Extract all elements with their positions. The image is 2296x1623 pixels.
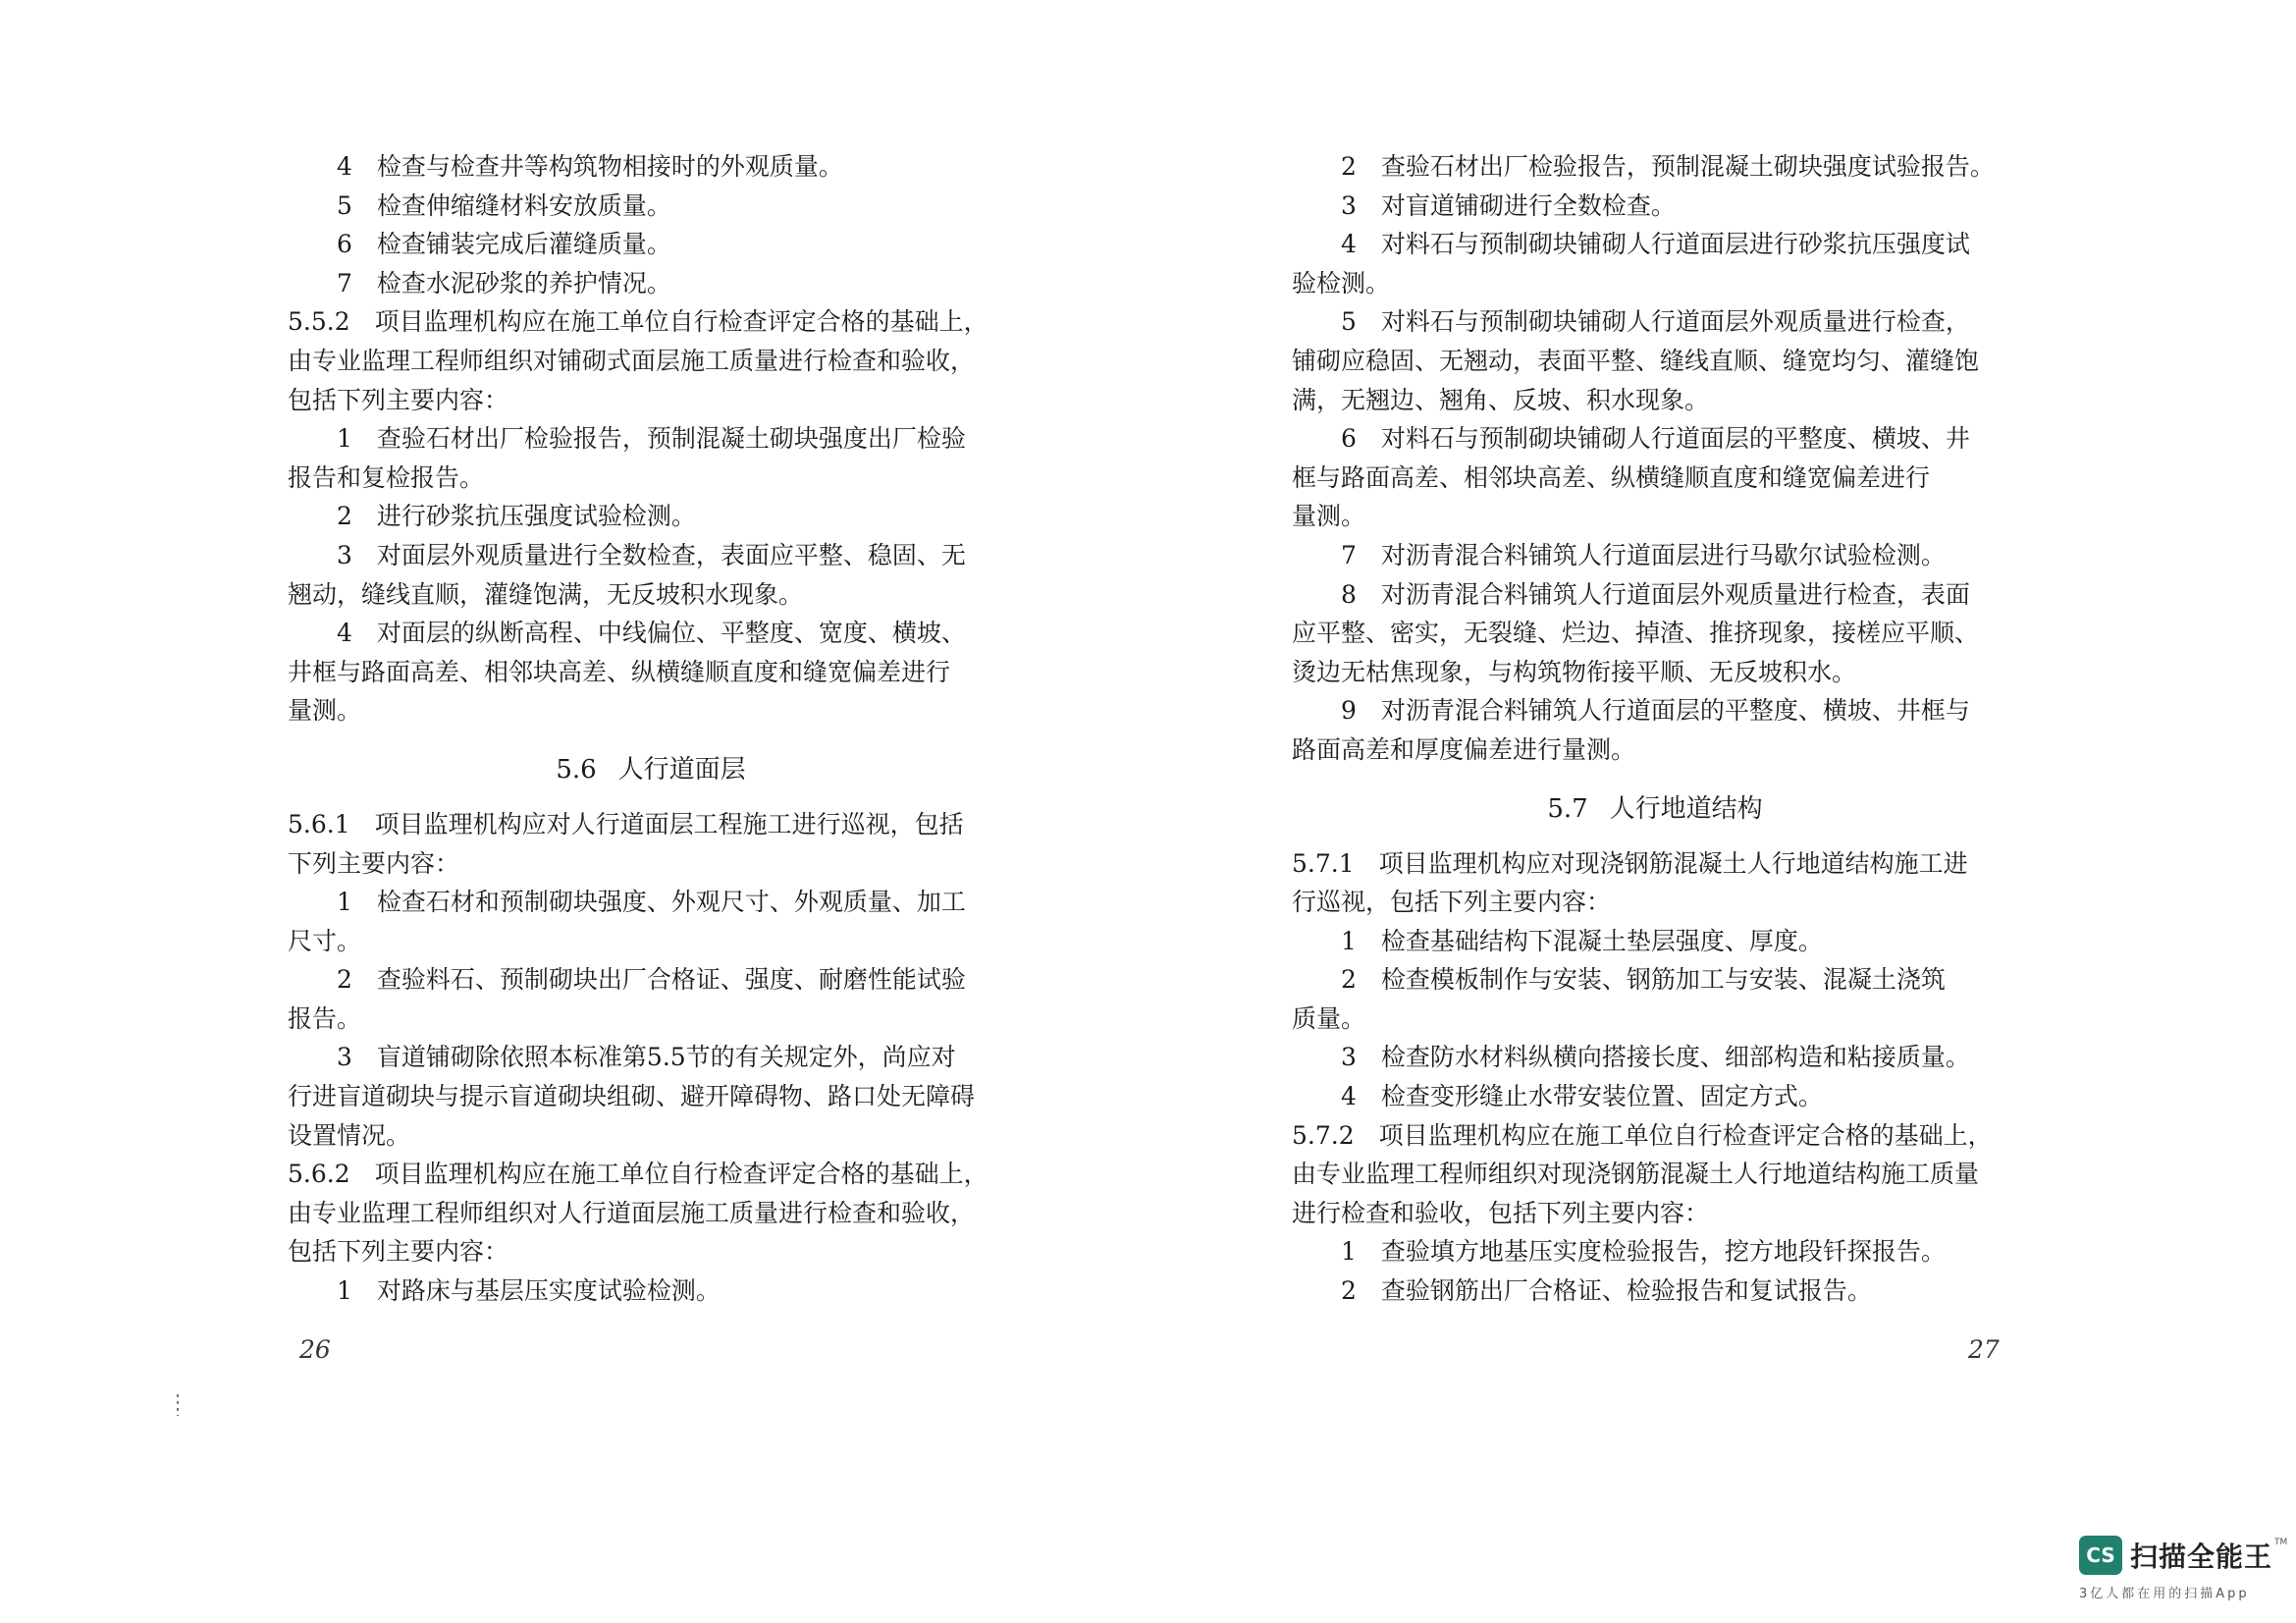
text-line: 4 对料石与预制砌块铺砌人行道面层进行砂浆抗压强度试: [1341, 230, 1970, 259]
page-number-right: 27: [1968, 1335, 2000, 1364]
text-line: 5.7.2 项目监理机构应在施工单位自行检查评定合格的基础上，: [1292, 1120, 1993, 1150]
text-line: 验检测。: [1292, 268, 1391, 298]
left-block-e-cont: [288, 922, 1014, 961]
left-block-g: [288, 1038, 1014, 1077]
text-line: 2 检查模板制作与安装、钢筋加工与安装、混凝土浇筑: [1341, 965, 1946, 995]
clause-5-6-2: [288, 1155, 1014, 1271]
right-block-g: [1292, 1038, 2018, 1115]
text-line: 4 对面层的纵断高程、中线偏位、平整度、宽度、横坡、: [337, 619, 966, 648]
left-block-d-cont: [288, 653, 1014, 730]
left-block-g-cont: [288, 1077, 1014, 1155]
text-line: 2 查验料石、预制砌块出厂合格证、强度、耐磨性能试验: [337, 965, 966, 995]
text-line: 进行检查和验收，包括下列主要内容：: [1292, 1198, 1710, 1227]
scanner-watermark: [2079, 1534, 2290, 1612]
section-heading-5-6: [288, 744, 1014, 795]
text-line: 报告和复检报告。: [288, 462, 485, 492]
right-block-a-cont: [1292, 264, 2018, 303]
right-block-f: [1292, 922, 2018, 1000]
text-line: 7 检查水泥砂浆的养护情况。: [337, 268, 671, 298]
left-block-e: [288, 883, 1014, 922]
right-block-d: [1292, 536, 2018, 614]
section-heading-5-7: [1292, 784, 2018, 835]
text-line: 3 检查防水材料纵横向搭接长度、细部构造和粘接质量。: [1341, 1043, 1970, 1072]
text-line: 满，无翘边、翘角、反坡、积水现象。: [1292, 385, 1710, 414]
cs-logo-icon: CS: [2079, 1536, 2122, 1575]
clause-5-7-1: [1292, 844, 2018, 922]
section-title: 人行地道结构: [1609, 793, 1763, 824]
left-block-c: [288, 497, 1014, 574]
left-block-b-cont: [288, 459, 1014, 498]
right-block-e: [1292, 691, 2018, 730]
text-line: 1 查验石材出厂检验报告，预制混凝土砌块强度出厂检验: [337, 424, 966, 454]
text-line: 1 查验填方地基压实度检验报告，挖方地段钎探报告。: [1341, 1237, 1946, 1267]
text-line: 包括下列主要内容：: [288, 1237, 509, 1267]
watermark-logo-row: [2079, 1534, 2290, 1577]
text-line: 行巡视，包括下列主要内容：: [1292, 888, 1612, 917]
watermark-trademark: TM: [2274, 1538, 2288, 1547]
text-line: 5 检查伸缩缝材料安放质量。: [337, 190, 671, 220]
text-line: 2 查验石材出厂检验报告，预制混凝土砌块强度试验报告。: [1341, 152, 1995, 181]
text-line: 1 检查基础结构下混凝土垫层强度、厚度。: [1341, 926, 1823, 955]
watermark-slogan: 3亿人都在用的扫描App: [2079, 1587, 2250, 1601]
clause-5-5-2: [288, 302, 1014, 419]
text-line: 3 对盲道铺砌进行全数检查。: [1341, 190, 1676, 220]
scan-margin-mark: [177, 1394, 179, 1416]
text-line: 9 对沥青混合料铺筑人行道面层的平整度、横坡、井框与: [1341, 696, 1970, 726]
right-block-f-cont: [1292, 1000, 2018, 1039]
text-line: 框与路面高差、相邻块高差、纵横缝顺直度和缝宽偏差进行: [1292, 462, 1931, 492]
left-block-b: [288, 419, 1014, 459]
text-line: 尺寸。: [288, 926, 362, 955]
text-line: 1 对路床与基层压实度试验检测。: [337, 1276, 721, 1306]
left-block-c-cont: [288, 575, 1014, 615]
text-line: 行进盲道砌块与提示盲道砌块组砌、避开障碍物、路口处无障碍: [288, 1082, 976, 1111]
text-line: 8 对沥青混合料铺筑人行道面层外观质量进行检查，表面: [1341, 579, 1970, 609]
text-line: 由专业监理工程师组织对铺砌式面层施工质量进行检查和验收，: [288, 346, 976, 375]
watermark-app-name: 扫描全能王: [2130, 1541, 2273, 1573]
text-line: 量测。: [288, 696, 362, 726]
text-line: 5.7.1 项目监理机构应对现浇钢筋混凝土人行地道结构施工进: [1292, 848, 1968, 878]
clause-5-6-1: [288, 805, 1014, 883]
left-block-d: [288, 614, 1014, 653]
text-line: 铺砌应稳固、无翘动，表面平整、缝线直顺、缝宽均匀、灌缝饱: [1292, 346, 1980, 375]
text-line: 设置情况。: [288, 1120, 411, 1150]
text-line: 1 检查石材和预制砌块强度、外观尺寸、外观质量、加工: [337, 888, 966, 917]
right-block-h: [1292, 1232, 2018, 1310]
text-line: 3 盲道铺砌除依照本标准第5.5节的有关规定外，尚应对: [337, 1043, 956, 1072]
text-line: 6 检查铺装完成后灌缝质量。: [337, 230, 671, 259]
right-block-e-cont: [1292, 730, 2018, 770]
text-line: 6 对料石与预制砌块铺砌人行道面层的平整度、横坡、井: [1341, 424, 1970, 454]
text-line: 5.6.2 项目监理机构应在施工单位自行检查评定合格的基础上，: [288, 1160, 988, 1189]
right-block-d-cont: [1292, 614, 2018, 691]
section-title: 人行道面层: [617, 754, 746, 784]
text-line: 井框与路面高差、相邻块高差、纵横缝顺直度和缝宽偏差进行: [288, 657, 951, 686]
left-block-f: [288, 960, 1014, 1000]
text-line: 5.6.1 项目监理机构应对人行道面层工程施工进行巡视，包括: [288, 809, 964, 839]
text-line: 4 检查与检查井等构筑物相接时的外观质量。: [337, 152, 843, 181]
text-line: 5.5.2 项目监理机构应在施工单位自行检查评定合格的基础上，: [288, 307, 988, 337]
text-line: 由专业监理工程师组织对现浇钢筋混凝土人行地道结构施工质量: [1292, 1160, 1980, 1189]
right-page: [1292, 147, 2018, 1311]
text-line: 烫边无枯焦现象，与构筑物衔接平顺、无反坡积水。: [1292, 657, 1857, 686]
text-line: 包括下列主要内容：: [288, 385, 509, 414]
section-number: 5.6: [556, 754, 597, 784]
clause-5-7-2: [1292, 1116, 2018, 1233]
page-number-left: 26: [299, 1335, 331, 1364]
text-line: 质量。: [1292, 1003, 1366, 1033]
text-line: 7 对沥青混合料铺筑人行道面层进行马歇尔试验检测。: [1341, 540, 1946, 569]
text-line: 由专业监理工程师组织对人行道面层施工质量进行检查和验收，: [288, 1198, 976, 1227]
section-number: 5.7: [1547, 793, 1588, 824]
left-page: [288, 147, 1014, 1311]
right-block-c: [1292, 419, 2018, 459]
text-line: 翘动，缝线直顺，灌缝饱满，无反坡积水现象。: [288, 579, 804, 609]
right-block-b: [1292, 302, 2018, 342]
text-line: 5 对料石与预制砌块铺砌人行道面层外观质量进行检查，: [1341, 307, 1970, 337]
left-block-h: [288, 1271, 1014, 1311]
text-line: 量测。: [1292, 502, 1366, 531]
text-line: 4 检查变形缝止水带安装位置、固定方式。: [1341, 1082, 1823, 1111]
text-line: 3 对面层外观质量进行全数检查，表面应平整、稳固、无: [337, 540, 966, 569]
text-line: 2 进行砂浆抗压强度试验检测。: [337, 502, 696, 531]
text-line: 应平整、密实，无裂缝、烂边、掉渣、推挤现象，接槎应平顺、: [1292, 619, 1980, 648]
right-block-c-cont: [1292, 459, 2018, 536]
right-block-b-cont: [1292, 342, 2018, 419]
text-line: 路面高差和厚度偏差进行量测。: [1292, 734, 1636, 764]
left-block-f-cont: [288, 1000, 1014, 1039]
text-line: 2 查验钢筋出厂合格证、检验报告和复试报告。: [1341, 1276, 1872, 1306]
right-block-a: [1292, 147, 2018, 264]
text-line: 下列主要内容：: [288, 848, 460, 878]
text-line: 报告。: [288, 1003, 362, 1033]
left-block-a: [288, 147, 1014, 302]
